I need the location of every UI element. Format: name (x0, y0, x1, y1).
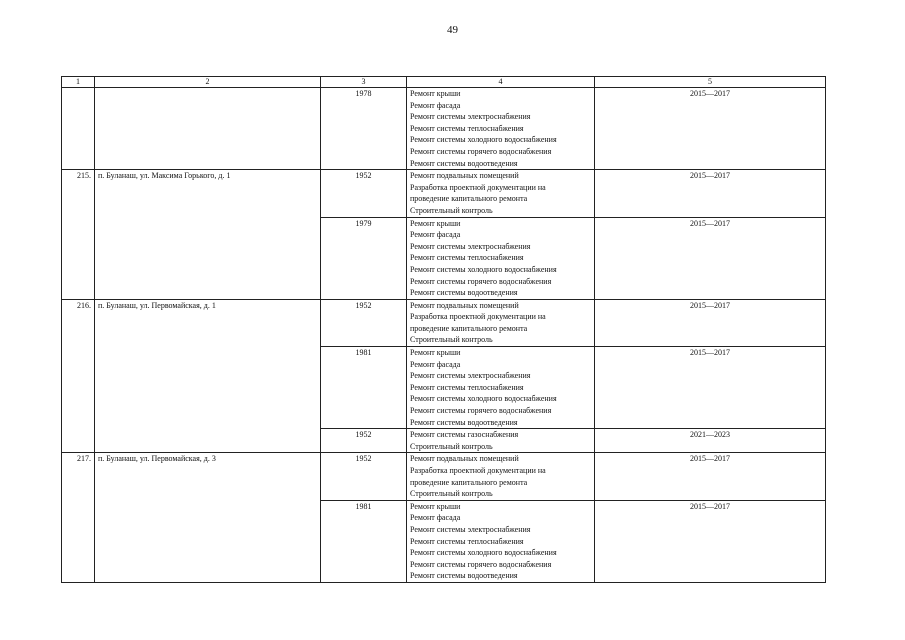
work-item: Строительный контроль (410, 441, 493, 451)
column-header-3: 3 (321, 77, 407, 88)
work-item: Ремонт фасада (410, 100, 461, 110)
table-row (62, 299, 826, 346)
page-number: 49 (447, 24, 458, 36)
row-number (62, 88, 95, 170)
repair-period: 2015—2017 (595, 88, 826, 170)
work-item: проведение капитального ремонта (410, 194, 528, 204)
work-item: Ремонт системы теплоснабжения (410, 253, 524, 263)
work-item: проведение капитального ремонта (410, 477, 528, 487)
work-item: Ремонт системы холодного водоснабжения (410, 264, 557, 274)
row-number: 215. (62, 170, 95, 300)
build-year: 1981 (321, 347, 407, 429)
work-item: Ремонт системы водоотведения (410, 288, 518, 298)
works-list (407, 88, 595, 170)
repair-period: 2015—2017 (595, 170, 826, 217)
work-item: Ремонт системы теплоснабжения (410, 536, 524, 546)
row-number: 217. (62, 453, 95, 583)
works-list (407, 500, 595, 582)
work-item: проведение капитального ремонта (410, 323, 528, 333)
work-item: Ремонт системы горячего водоснабжения (410, 146, 552, 156)
repair-schedule-table (61, 76, 826, 583)
column-header-2: 2 (95, 77, 321, 88)
building-address (95, 88, 321, 170)
work-item: Строительный контроль (410, 335, 493, 345)
building-address: п. Буланаш, ул. Первомайская, д. 1 (95, 299, 321, 453)
work-item: Ремонт системы водоотведения (410, 571, 518, 581)
work-item: Ремонт подвальных помещений (410, 454, 519, 464)
work-item: Ремонт системы теплоснабжения (410, 123, 524, 133)
work-item: Ремонт системы электроснабжения (410, 112, 531, 122)
build-year: 1952 (321, 299, 407, 346)
build-year: 1952 (321, 453, 407, 500)
work-item: Ремонт системы холодного водоснабжения (410, 548, 557, 558)
work-item: Ремонт системы газоснабжения (410, 430, 519, 440)
work-item: Ремонт фасада (410, 513, 461, 523)
works-list (407, 429, 595, 453)
work-item: Ремонт системы водоотведения (410, 417, 518, 427)
column-header-1: 1 (62, 77, 95, 88)
work-item: Ремонт крыши (410, 501, 461, 511)
repair-period: 2015—2017 (595, 500, 826, 582)
works-list (407, 453, 595, 500)
repair-period: 2015—2017 (595, 299, 826, 346)
build-year: 1978 (321, 88, 407, 170)
repair-period: 2021—2023 (595, 429, 826, 453)
works-list (407, 170, 595, 217)
work-item: Ремонт фасада (410, 230, 461, 240)
work-item: Ремонт крыши (410, 348, 461, 358)
work-item: Ремонт системы горячего водоснабжения (410, 276, 552, 286)
works-list (407, 217, 595, 299)
work-item: Ремонт подвальных помещений (410, 171, 519, 181)
works-list (407, 347, 595, 429)
work-item: Строительный контроль (410, 205, 493, 215)
work-item: Разработка проектной документации на (410, 312, 546, 322)
column-header-5: 5 (595, 77, 826, 88)
build-year: 1979 (321, 217, 407, 299)
work-item: Разработка проектной документации на (410, 466, 546, 475)
works-list (407, 299, 595, 346)
work-item: Ремонт системы горячего водоснабжения (410, 559, 552, 569)
work-item: Ремонт системы водоотведения (410, 158, 518, 168)
work-item: Ремонт подвальных помещений (410, 300, 519, 310)
table-row (62, 453, 826, 500)
repair-period: 2015—2017 (595, 453, 826, 500)
column-header-4: 4 (407, 77, 595, 88)
column-number-row (62, 77, 826, 88)
work-item: Ремонт системы холодного водоснабжения (410, 394, 557, 404)
build-year: 1952 (321, 429, 407, 453)
work-item: Ремонт фасада (410, 359, 461, 369)
build-year: 1952 (321, 170, 407, 217)
work-item: Ремонт системы горячего водоснабжения (410, 406, 552, 416)
work-item: Ремонт системы холодного водоснабжения (410, 135, 557, 145)
building-address: п. Буланаш, ул. Первомайская, д. 3 (95, 453, 321, 583)
table-row (62, 88, 826, 170)
building-address: п. Буланаш, ул. Максима Горького, д. 1 (95, 170, 321, 300)
repair-period: 2015—2017 (595, 217, 826, 299)
work-item: Ремонт системы электроснабжения (410, 241, 531, 251)
work-item: Ремонт системы электроснабжения (410, 524, 531, 534)
work-item: Ремонт крыши (410, 218, 461, 228)
work-item: Ремонт системы теплоснабжения (410, 382, 524, 392)
repair-period: 2015—2017 (595, 347, 826, 429)
build-year: 1981 (321, 500, 407, 582)
table-row (62, 170, 826, 217)
work-item: Ремонт крыши (410, 89, 461, 98)
work-item: Ремонт системы электроснабжения (410, 371, 531, 381)
work-item: Разработка проектной документации на (410, 182, 546, 192)
work-item: Строительный контроль (410, 489, 493, 499)
row-number: 216. (62, 299, 95, 453)
